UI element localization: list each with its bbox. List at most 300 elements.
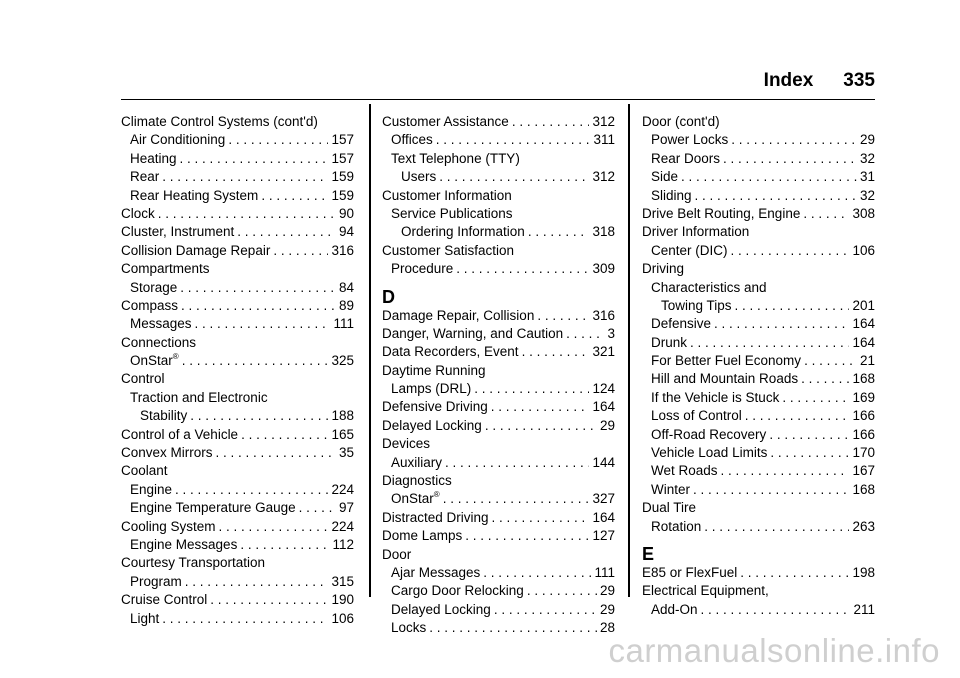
index-entry [382,527,615,545]
section-letter: E [642,543,655,564]
entry-label: Characteristics and [651,279,767,295]
index-entry [382,472,615,490]
dot-leader [219,518,329,536]
dot-leader [731,131,857,149]
entry-label: Climate Control Systems (cont'd) [121,114,318,129]
page-ref: 157 [331,132,354,148]
entry-label: Cooling System [121,518,216,534]
entry-label: Diagnostics [382,473,452,489]
dot-leader [494,601,597,619]
page-ref: 166 [852,408,875,424]
entry-text [382,473,452,488]
dot-leader [182,352,329,370]
page-ref: 316 [592,307,615,323]
registered-mark: ® [172,351,179,361]
entry-label: Engine Messages [130,536,238,552]
entry-label: Lamps (DRL) [391,381,472,397]
dot-leader [537,307,589,325]
entry-text [651,389,779,407]
entry-text [382,363,486,378]
page-ref: 263 [852,518,875,534]
index-subentry [382,582,615,600]
entry-label: Customer Satisfaction [382,242,515,258]
entry-text [140,407,187,425]
entry-label: Cluster, Instrument [121,224,235,240]
entry-text [651,131,728,149]
index-entry [382,546,615,564]
page-ref: 224 [331,481,354,497]
entry-label: Distracted Driving [382,509,489,525]
page-ref: 159 [331,187,354,203]
entry-label: Rear Heating System [130,187,259,203]
entry-text [651,370,798,388]
dot-leader [804,352,857,370]
page-ref: 90 [338,205,354,221]
page-ref: 164 [852,334,875,350]
entry-text [130,573,182,591]
dot-leader [181,297,336,315]
entry-label: Control of a Vehicle [121,426,239,442]
index-subentry [121,315,354,333]
entry-text [121,297,178,315]
index-subentry [642,601,875,619]
index-subentry [121,573,354,591]
entry-text [651,352,801,370]
dot-leader [735,297,850,315]
index-subentry [121,352,354,370]
entry-label: Offices [391,132,433,148]
entry-label: Coolant [121,463,168,479]
column-divider [369,104,371,597]
entry-label: Vehicle Load Limits [651,445,768,461]
index-subentry [382,168,615,186]
page-ref: 325 [331,353,354,369]
page-ref: 32 [859,150,875,166]
index-subentry [642,518,875,536]
index-subentry [642,131,875,149]
entry-label: OnStar [391,491,434,507]
entry-label: Convex Mirrors [121,445,213,461]
entry-label: Delayed Locking [391,601,491,617]
dot-leader [566,325,604,343]
entry-label: Dual Tire [642,500,697,516]
index-entry [642,564,875,582]
entry-text [121,426,238,444]
index-subentry [642,150,875,168]
entry-text [130,352,179,370]
dot-leader [162,168,328,186]
entry-label: Dome Lamps [382,528,463,544]
entry-text [391,601,491,619]
column-divider [628,104,630,597]
page-ref: 159 [331,169,354,185]
page-ref: 315 [331,573,354,589]
dot-leader [745,407,850,425]
entry-label: Hill and Mountain Roads [651,371,799,387]
entry-label: Defensive Driving [382,399,488,415]
page-ref: 94 [338,224,354,240]
entry-label: Center (DIC) [651,242,728,258]
entry-text [382,307,534,325]
dot-leader [445,454,589,472]
dot-leader [429,619,597,637]
entry-label: Light [130,610,160,626]
entry-text [401,168,436,186]
page-ref: 21 [859,353,875,369]
entry-text [642,564,737,582]
index-entry [642,113,875,131]
index-entry [382,187,615,205]
entry-text [651,481,690,499]
entry-label: Rotation [651,518,702,534]
index-subentry [382,150,615,168]
page-ref: 169 [852,389,875,405]
entry-text [130,187,258,205]
index-subentry [642,242,875,260]
index-subentry [121,481,354,499]
entry-text [121,205,155,223]
entry-label: Data Recorders, Event [382,344,519,360]
dot-leader [731,242,850,260]
dot-leader [704,518,849,536]
entry-text [642,205,800,223]
entry-text [642,114,720,129]
index-subentry [642,389,875,407]
page-ref: 31 [859,169,875,185]
index-subentry [642,297,875,315]
entry-label: Heating [130,150,177,166]
dot-leader [228,131,328,149]
index-subentry [382,490,615,508]
page-ref: 111 [594,564,615,580]
index-entry [121,334,354,352]
entry-text [382,325,563,343]
page-ref: 166 [852,426,875,442]
entry-text [651,150,720,168]
page-ref: 170 [852,445,875,461]
dot-leader [456,260,589,278]
index-subentry [642,481,875,499]
index-subentry [382,223,615,241]
index-subentry [382,260,615,278]
page-ref: 190 [331,592,354,608]
entry-text [121,591,207,609]
index-subentry [121,407,354,425]
index-subentry [121,131,354,149]
entry-text [382,436,430,451]
registered-mark: ® [433,489,440,499]
index-subentry [642,426,875,444]
watermark: carmanualsonline.info [608,632,940,669]
page-ref: 97 [338,500,354,516]
entry-label: Messages [130,316,192,332]
entry-label: Defensive [651,316,712,332]
dot-leader [527,582,597,600]
index-entry [382,343,615,361]
entry-label: Collision Damage Repair [121,242,271,258]
entry-text [391,260,453,278]
entry-label: Locks [391,620,427,636]
entry-label: Ordering Information [401,224,525,240]
index-entry [121,554,354,572]
entry-label: Off-Road Recovery [651,426,767,442]
dot-leader [803,205,849,223]
dot-leader [769,426,849,444]
page-ref: 32 [859,187,875,203]
index-subentry [382,454,615,472]
index-column-1 [121,113,354,628]
index-entry [121,462,354,480]
index-subentry [642,187,875,205]
page-ref: 327 [592,491,615,507]
entry-label: Stability [140,408,188,424]
entry-label: Auxiliary [391,454,443,470]
dot-leader [492,509,590,527]
section-letter: D [382,286,395,307]
entry-label: Engine [130,481,173,497]
entry-text [130,279,177,297]
entry-text [391,380,471,398]
index-entry [121,591,354,609]
dot-leader [485,417,597,435]
page-ref: 309 [592,261,615,277]
index-entry [382,509,615,527]
page-ref: 308 [852,205,875,221]
index-entry [382,398,615,416]
entry-text [382,243,514,258]
entry-label: Cargo Door Relocking [391,583,524,599]
index-column-3 [642,113,875,619]
index-subentry [121,279,354,297]
entry-text [121,463,168,478]
index-column-2 [382,113,615,638]
page-ref: 157 [331,150,354,166]
entry-label: For Better Fuel Economy [651,353,802,369]
index-subentry [121,499,354,517]
page-ref: 201 [852,297,875,313]
index-entry [382,362,615,380]
index-entry [121,518,354,536]
index-subentry [642,407,875,425]
entry-text [130,150,177,168]
index-subentry [121,536,354,554]
index-subentry [642,168,875,186]
entry-text [121,555,265,570]
entry-text [121,242,270,260]
entry-label: Storage [130,279,178,295]
entry-label: Delayed Locking [382,417,482,433]
entry-label: Towing Tips [661,297,732,313]
index-subentry [382,601,615,619]
entry-text [382,547,411,562]
entry-text [642,500,696,515]
entry-text [382,343,519,361]
entry-text [130,390,268,405]
dot-leader [693,481,849,499]
dot-leader [443,490,590,508]
entry-label: Ajar Messages [391,564,481,580]
entry-label: Service Publications [391,205,513,221]
dot-leader [474,380,589,398]
dot-leader [690,334,849,352]
entry-label: OnStar [130,353,173,369]
index-subentry [382,619,615,637]
entry-label: E85 or FlexFuel [642,564,738,580]
index-subentry [121,168,354,186]
entry-label: Rear [130,169,160,185]
entry-text [121,114,318,129]
index-subentry [382,380,615,398]
dot-leader [522,343,590,361]
dot-leader [465,527,589,545]
entry-text [130,536,237,554]
index-subentry [642,370,875,388]
entry-label: Loss of Control [651,408,742,424]
dot-leader [180,279,336,297]
page-ref: 29 [859,132,875,148]
dot-leader [210,591,328,609]
entry-text [651,280,767,295]
entry-label: Driving [642,261,685,277]
page-ref: 3 [607,325,615,341]
page-ref: 188 [331,408,354,424]
page-ref: 168 [852,481,875,497]
entry-label: Danger, Warning, and Caution [382,325,564,341]
entry-text [121,223,234,241]
entry-text [651,168,678,186]
entry-text [391,206,513,221]
index-entry [642,582,875,600]
index-entry [382,113,615,131]
dot-leader [714,315,849,333]
entry-text [642,261,684,276]
entry-label: Power Locks [651,132,729,148]
index-entry [121,223,354,241]
index-entry [121,444,354,462]
dot-leader [782,389,849,407]
entry-text [642,583,769,598]
entry-label: Daytime Running [382,362,486,378]
entry-text [391,619,426,637]
dot-leader [801,370,849,388]
entry-text [642,224,749,239]
dot-leader [237,223,336,241]
page-ref: 144 [592,454,615,470]
page-ref: 316 [331,242,354,258]
index-entry [642,499,875,517]
page-ref: 312 [592,114,615,129]
entry-label: Procedure [391,261,454,277]
dot-leader [180,150,329,168]
index-subentry [382,564,615,582]
page-ref: 164 [852,316,875,332]
entry-text [121,261,210,276]
page-ref: 312 [592,169,615,185]
entry-label: Wet Roads [651,463,718,479]
index-entry [121,370,354,388]
entry-text [391,454,442,472]
entry-text [651,444,767,462]
page-ref: 211 [853,601,875,617]
dot-leader [436,131,591,149]
entry-label: Customer Information [382,187,512,203]
entry-text [651,601,698,619]
dot-leader [240,536,329,554]
entry-text [130,168,159,186]
entry-label: Damage Repair, Collision [382,307,535,323]
entry-text [130,481,172,499]
entry-label: Compass [121,297,179,313]
index-entry [121,426,354,444]
entry-label: Engine Temperature Gauge [130,500,296,516]
entry-label: Winter [651,481,691,497]
index-entry [121,113,354,131]
page-header [764,70,875,92]
entry-label: Drunk [651,334,688,350]
page-ref: 165 [331,426,354,442]
entry-text [391,564,480,582]
dot-leader [681,168,857,186]
index-entry [642,205,875,223]
entry-label: Customer Assistance [382,114,509,129]
page-ref: 164 [592,399,615,415]
entry-text [651,518,701,536]
dot-leader [273,242,328,260]
entry-text [651,426,766,444]
entry-text [121,335,196,350]
entry-label: Program [130,573,182,589]
page-ref: 224 [331,518,354,534]
index-entry [121,260,354,278]
dot-leader [701,601,851,619]
entry-text [661,297,732,315]
page-ref: 29 [599,417,615,433]
entry-label: Air Conditioning [130,132,226,148]
entry-text [651,334,687,352]
entry-label: Clock [121,205,155,221]
index-title: Index [763,70,814,91]
page-ref: 198 [852,564,875,580]
index-entry [121,242,354,260]
entry-text [382,113,509,131]
index-subentry [642,462,875,480]
entry-label: Add-On [651,601,698,617]
index-entry [382,435,615,453]
entry-label: Electrical Equipment, [642,583,769,599]
index-subentry [121,389,354,407]
index-entry [642,260,875,278]
page-ref: 311 [593,132,615,148]
index-entry [382,417,615,435]
entry-text [121,371,165,386]
entry-label: Text Telephone (TTY) [391,150,520,166]
index-subentry [642,279,875,297]
index-entry [382,242,615,260]
dot-leader [175,481,328,499]
dot-leader [241,426,328,444]
entry-text [391,490,440,508]
entry-text [401,223,525,241]
entry-label: Door [382,546,412,562]
entry-text [130,610,159,628]
entry-text [391,151,520,166]
page-number: 335 [843,70,875,91]
dot-leader [195,315,331,333]
page-ref: 106 [852,242,875,258]
page-ref: 89 [338,297,354,313]
page-ref: 164 [592,509,615,525]
dot-leader [723,150,857,168]
